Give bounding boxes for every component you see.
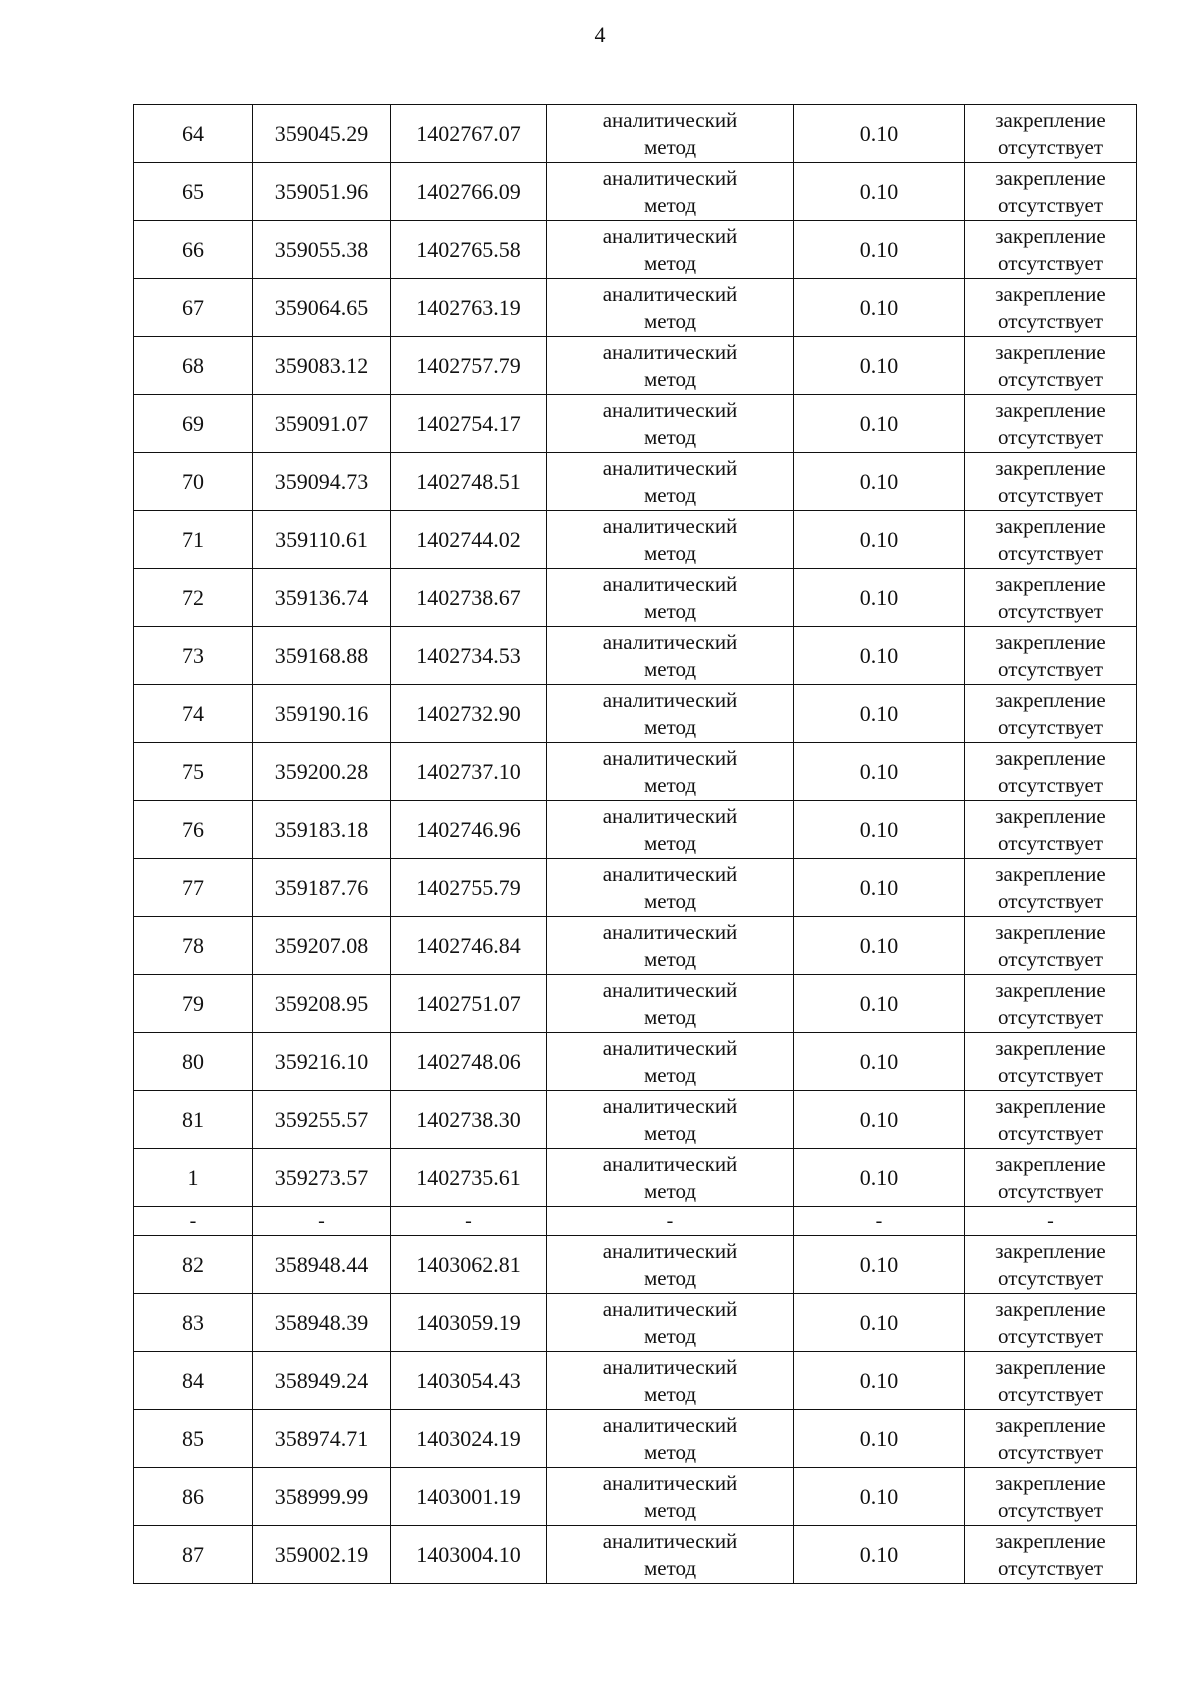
method-cell xyxy=(547,1149,794,1207)
method-line: метод xyxy=(643,656,697,681)
fixing-cell xyxy=(965,1468,1137,1526)
precision-cell: 0.10 xyxy=(794,163,965,221)
table-row xyxy=(134,1091,1137,1149)
x-coordinate-cell: 359255.57 xyxy=(253,1091,391,1149)
point-number-cell: 78 xyxy=(134,917,253,975)
fixing-line: закрепление xyxy=(995,513,1106,538)
table-row xyxy=(134,1033,1137,1091)
y-coordinate-cell: 1402767.07 xyxy=(391,105,547,163)
method-cell xyxy=(547,627,794,685)
fixing-line: отсутствует xyxy=(997,772,1104,797)
point-number-cell: 79 xyxy=(134,975,253,1033)
method-cell xyxy=(547,163,794,221)
method-line: метод xyxy=(643,192,697,217)
fixing-line: закрепление xyxy=(995,397,1106,422)
method-line: метод xyxy=(643,540,697,565)
fixing-line: отсутствует xyxy=(997,1062,1104,1087)
y-coordinate-cell: 1402734.53 xyxy=(391,627,547,685)
table-row xyxy=(134,743,1137,801)
method-line: аналитический xyxy=(602,977,738,1002)
precision-cell: 0.10 xyxy=(794,1033,965,1091)
table-row xyxy=(134,627,1137,685)
method-line: метод xyxy=(643,1004,697,1029)
fixing-line: отсутствует xyxy=(997,1004,1104,1029)
x-coordinate-cell: 359110.61 xyxy=(253,511,391,569)
coordinates-table xyxy=(133,104,1137,1584)
fixing-line: отсутствует xyxy=(997,888,1104,913)
y-coordinate-cell: 1403004.10 xyxy=(391,1526,547,1584)
fixing-cell xyxy=(965,1091,1137,1149)
point-number-cell: 68 xyxy=(134,337,253,395)
x-coordinate-cell: 359064.65 xyxy=(253,279,391,337)
fixing-cell xyxy=(965,801,1137,859)
fixing-cell xyxy=(965,627,1137,685)
fixing-cell xyxy=(965,221,1137,279)
point-number-cell: 1 xyxy=(134,1149,253,1207)
table-row xyxy=(134,1236,1137,1294)
precision-cell: 0.10 xyxy=(794,685,965,743)
fixing-cell xyxy=(965,453,1137,511)
method-cell xyxy=(547,569,794,627)
point-number-cell: 69 xyxy=(134,395,253,453)
x-coordinate-cell: 359055.38 xyxy=(253,221,391,279)
table-row xyxy=(134,1410,1137,1468)
method-line: аналитический xyxy=(602,513,738,538)
method-cell xyxy=(547,1352,794,1410)
precision-cell: 0.10 xyxy=(794,453,965,511)
method-line: аналитический xyxy=(602,571,738,596)
x-coordinate-cell: 359208.95 xyxy=(253,975,391,1033)
precision-cell: 0.10 xyxy=(794,221,965,279)
fixing-line: отсутствует xyxy=(997,366,1104,391)
precision-cell: 0.10 xyxy=(794,1091,965,1149)
method-line: метод xyxy=(643,366,697,391)
precision-cell: 0.10 xyxy=(794,279,965,337)
fixing-cell xyxy=(965,511,1137,569)
table-row xyxy=(134,395,1137,453)
table-row xyxy=(134,569,1137,627)
method-cell xyxy=(547,221,794,279)
fixing-cell xyxy=(965,105,1137,163)
precision-cell: 0.10 xyxy=(794,105,965,163)
y-coordinate-cell: 1403001.19 xyxy=(391,1468,547,1526)
precision-cell: 0.10 xyxy=(794,569,965,627)
method-line: метод xyxy=(643,1381,697,1406)
y-coordinate-cell: 1402748.51 xyxy=(391,453,547,511)
method-cell xyxy=(547,105,794,163)
method-cell xyxy=(547,279,794,337)
point-number-cell: 72 xyxy=(134,569,253,627)
method-line: метод xyxy=(643,134,697,159)
precision-cell: 0.10 xyxy=(794,975,965,1033)
table-row xyxy=(134,453,1137,511)
method-cell xyxy=(547,395,794,453)
precision-cell: 0.10 xyxy=(794,743,965,801)
fixing-line: закрепление xyxy=(995,977,1106,1002)
y-coordinate-cell: 1402751.07 xyxy=(391,975,547,1033)
table-row xyxy=(134,1468,1137,1526)
method-line: аналитический xyxy=(602,1470,738,1495)
method-line: метод xyxy=(643,1265,697,1290)
fixing-cell xyxy=(965,337,1137,395)
fixing-line: отсутствует xyxy=(997,656,1104,681)
method-cell xyxy=(547,453,794,511)
method-line: аналитический xyxy=(602,1151,738,1176)
x-coordinate-cell: 359273.57 xyxy=(253,1149,391,1207)
method-line: метод xyxy=(643,772,697,797)
fixing-line: закрепление xyxy=(995,1296,1106,1321)
x-coordinate-cell: 359216.10 xyxy=(253,1033,391,1091)
fixing-line: закрепление xyxy=(995,281,1106,306)
method-cell xyxy=(547,1468,794,1526)
x-coordinate-cell: 359051.96 xyxy=(253,163,391,221)
fixing-cell xyxy=(965,163,1137,221)
precision-cell: 0.10 xyxy=(794,1526,965,1584)
fixing-cell xyxy=(965,1410,1137,1468)
table-row xyxy=(134,1526,1137,1584)
x-coordinate-cell: 359094.73 xyxy=(253,453,391,511)
fixing-cell xyxy=(965,975,1137,1033)
fixing-cell xyxy=(965,1236,1137,1294)
x-coordinate-cell: 358974.71 xyxy=(253,1410,391,1468)
y-coordinate-cell: 1402744.02 xyxy=(391,511,547,569)
precision-cell: 0.10 xyxy=(794,801,965,859)
method-cell xyxy=(547,975,794,1033)
separator-cell: - xyxy=(794,1207,965,1236)
fixing-line: отсутствует xyxy=(997,192,1104,217)
method-cell xyxy=(547,1236,794,1294)
fixing-line: закрепление xyxy=(995,339,1106,364)
method-line: аналитический xyxy=(602,281,738,306)
method-line: метод xyxy=(643,598,697,623)
y-coordinate-cell: 1402763.19 xyxy=(391,279,547,337)
method-line: аналитический xyxy=(602,919,738,944)
method-cell xyxy=(547,1526,794,1584)
y-coordinate-cell: 1402766.09 xyxy=(391,163,547,221)
x-coordinate-cell: 358999.99 xyxy=(253,1468,391,1526)
method-line: аналитический xyxy=(602,455,738,480)
x-coordinate-cell: 359183.18 xyxy=(253,801,391,859)
fixing-line: закрепление xyxy=(995,455,1106,480)
fixing-cell xyxy=(965,917,1137,975)
table-row xyxy=(134,685,1137,743)
y-coordinate-cell: 1402738.30 xyxy=(391,1091,547,1149)
method-cell xyxy=(547,1033,794,1091)
method-line: аналитический xyxy=(602,1528,738,1553)
fixing-line: закрепление xyxy=(995,803,1106,828)
fixing-line: отсутствует xyxy=(997,946,1104,971)
y-coordinate-cell: 1402732.90 xyxy=(391,685,547,743)
method-line: аналитический xyxy=(602,1035,738,1060)
fixing-line: отсутствует xyxy=(997,1265,1104,1290)
fixing-line: закрепление xyxy=(995,1093,1106,1118)
y-coordinate-cell: 1402765.58 xyxy=(391,221,547,279)
fixing-cell xyxy=(965,743,1137,801)
fixing-line: отсутствует xyxy=(997,308,1104,333)
y-coordinate-cell: 1402757.79 xyxy=(391,337,547,395)
fixing-line: отсутствует xyxy=(997,1323,1104,1348)
method-line: метод xyxy=(643,482,697,507)
method-cell xyxy=(547,859,794,917)
method-cell xyxy=(547,685,794,743)
coordinates-table-body xyxy=(134,105,1137,1584)
x-coordinate-cell: 359190.16 xyxy=(253,685,391,743)
fixing-cell xyxy=(965,1149,1137,1207)
table-row xyxy=(134,801,1137,859)
table-row xyxy=(134,1294,1137,1352)
method-line: аналитический xyxy=(602,1412,738,1437)
fixing-line: закрепление xyxy=(995,629,1106,654)
method-line: аналитический xyxy=(602,1296,738,1321)
y-coordinate-cell: 1403062.81 xyxy=(391,1236,547,1294)
table-row xyxy=(134,105,1137,163)
table-row xyxy=(134,917,1137,975)
x-coordinate-cell: 359207.08 xyxy=(253,917,391,975)
precision-cell: 0.10 xyxy=(794,1410,965,1468)
fixing-cell xyxy=(965,1352,1137,1410)
point-number-cell: 65 xyxy=(134,163,253,221)
point-number-cell: 70 xyxy=(134,453,253,511)
method-line: аналитический xyxy=(602,339,738,364)
fixing-cell xyxy=(965,1033,1137,1091)
fixing-line: закрепление xyxy=(995,861,1106,886)
fixing-line: закрепление xyxy=(995,107,1106,132)
table-row xyxy=(134,337,1137,395)
point-number-cell: 73 xyxy=(134,627,253,685)
fixing-line: закрепление xyxy=(995,223,1106,248)
fixing-line: отсутствует xyxy=(997,714,1104,739)
method-line: метод xyxy=(643,424,697,449)
table-row xyxy=(134,859,1137,917)
separator-cell: - xyxy=(134,1207,253,1236)
point-number-cell: 86 xyxy=(134,1468,253,1526)
separator-row xyxy=(134,1207,1137,1236)
fixing-line: отсутствует xyxy=(997,1381,1104,1406)
method-line: метод xyxy=(643,1497,697,1522)
y-coordinate-cell: 1402737.10 xyxy=(391,743,547,801)
separator-cell: - xyxy=(547,1207,794,1236)
method-cell xyxy=(547,917,794,975)
x-coordinate-cell: 359091.07 xyxy=(253,395,391,453)
x-coordinate-cell: 359136.74 xyxy=(253,569,391,627)
fixing-line: закрепление xyxy=(995,1412,1106,1437)
x-coordinate-cell: 359045.29 xyxy=(253,105,391,163)
method-line: метод xyxy=(643,946,697,971)
point-number-cell: 85 xyxy=(134,1410,253,1468)
method-line: аналитический xyxy=(602,397,738,422)
fixing-line: закрепление xyxy=(995,919,1106,944)
precision-cell: 0.10 xyxy=(794,1294,965,1352)
fixing-line: закрепление xyxy=(995,1151,1106,1176)
table-row xyxy=(134,1352,1137,1410)
method-line: аналитический xyxy=(602,223,738,248)
x-coordinate-cell: 358948.39 xyxy=(253,1294,391,1352)
method-line: аналитический xyxy=(602,1238,738,1263)
method-line: метод xyxy=(643,830,697,855)
method-cell xyxy=(547,1410,794,1468)
point-number-cell: 80 xyxy=(134,1033,253,1091)
point-number-cell: 87 xyxy=(134,1526,253,1584)
table-row xyxy=(134,1149,1137,1207)
fixing-line: закрепление xyxy=(995,1238,1106,1263)
fixing-cell xyxy=(965,395,1137,453)
point-number-cell: 84 xyxy=(134,1352,253,1410)
method-line: аналитический xyxy=(602,1093,738,1118)
table-row xyxy=(134,279,1137,337)
method-line: метод xyxy=(643,308,697,333)
precision-cell: 0.10 xyxy=(794,917,965,975)
point-number-cell: 71 xyxy=(134,511,253,569)
fixing-cell xyxy=(965,859,1137,917)
method-line: аналитический xyxy=(602,107,738,132)
table-row xyxy=(134,975,1137,1033)
method-line: аналитический xyxy=(602,629,738,654)
fixing-cell xyxy=(965,279,1137,337)
point-number-cell: 77 xyxy=(134,859,253,917)
method-cell xyxy=(547,511,794,569)
fixing-line: закрепление xyxy=(995,1528,1106,1553)
fixing-cell xyxy=(965,685,1137,743)
method-line: аналитический xyxy=(602,803,738,828)
fixing-line: отсутствует xyxy=(997,1555,1104,1580)
x-coordinate-cell: 359168.88 xyxy=(253,627,391,685)
method-line: метод xyxy=(643,714,697,739)
method-cell xyxy=(547,1091,794,1149)
point-number-cell: 83 xyxy=(134,1294,253,1352)
method-line: аналитический xyxy=(602,165,738,190)
fixing-line: закрепление xyxy=(995,745,1106,770)
point-number-cell: 64 xyxy=(134,105,253,163)
fixing-line: отсутствует xyxy=(997,1120,1104,1145)
fixing-line: закрепление xyxy=(995,1354,1106,1379)
fixing-cell xyxy=(965,1526,1137,1584)
y-coordinate-cell: 1403059.19 xyxy=(391,1294,547,1352)
fixing-line: отсутствует xyxy=(997,424,1104,449)
x-coordinate-cell: 358948.44 xyxy=(253,1236,391,1294)
fixing-line: закрепление xyxy=(995,1035,1106,1060)
fixing-line: отсутствует xyxy=(997,1439,1104,1464)
y-coordinate-cell: 1402755.79 xyxy=(391,859,547,917)
y-coordinate-cell: 1402746.84 xyxy=(391,917,547,975)
table-row xyxy=(134,221,1137,279)
precision-cell: 0.10 xyxy=(794,511,965,569)
separator-cell: - xyxy=(965,1207,1137,1236)
fixing-line: отсутствует xyxy=(997,134,1104,159)
fixing-line: отсутствует xyxy=(997,250,1104,275)
method-cell xyxy=(547,801,794,859)
fixing-line: отсутствует xyxy=(997,1497,1104,1522)
method-cell xyxy=(547,1294,794,1352)
precision-cell: 0.10 xyxy=(794,1236,965,1294)
y-coordinate-cell: 1403054.43 xyxy=(391,1352,547,1410)
method-cell xyxy=(547,337,794,395)
y-coordinate-cell: 1402738.67 xyxy=(391,569,547,627)
point-number-cell: 67 xyxy=(134,279,253,337)
fixing-line: закрепление xyxy=(995,1470,1106,1495)
x-coordinate-cell: 358949.24 xyxy=(253,1352,391,1410)
fixing-line: отсутствует xyxy=(997,830,1104,855)
point-number-cell: 74 xyxy=(134,685,253,743)
method-line: метод xyxy=(643,1178,697,1203)
fixing-line: закрепление xyxy=(995,571,1106,596)
x-coordinate-cell: 359083.12 xyxy=(253,337,391,395)
method-line: аналитический xyxy=(602,745,738,770)
table-row xyxy=(134,511,1137,569)
y-coordinate-cell: 1402735.61 xyxy=(391,1149,547,1207)
precision-cell: 0.10 xyxy=(794,337,965,395)
method-line: аналитический xyxy=(602,687,738,712)
x-coordinate-cell: 359187.76 xyxy=(253,859,391,917)
point-number-cell: 75 xyxy=(134,743,253,801)
fixing-line: отсутствует xyxy=(997,1178,1104,1203)
page-number: 4 xyxy=(594,22,606,47)
method-line: метод xyxy=(643,1439,697,1464)
point-number-cell: 76 xyxy=(134,801,253,859)
y-coordinate-cell: 1402746.96 xyxy=(391,801,547,859)
fixing-line: закрепление xyxy=(995,687,1106,712)
precision-cell: 0.10 xyxy=(794,1149,965,1207)
method-line: метод xyxy=(643,1120,697,1145)
precision-cell: 0.10 xyxy=(794,395,965,453)
precision-cell: 0.10 xyxy=(794,859,965,917)
point-number-cell: 66 xyxy=(134,221,253,279)
precision-cell: 0.10 xyxy=(794,1352,965,1410)
precision-cell: 0.10 xyxy=(794,627,965,685)
fixing-line: отсутствует xyxy=(997,482,1104,507)
y-coordinate-cell: 1402754.17 xyxy=(391,395,547,453)
separator-cell: - xyxy=(253,1207,391,1236)
method-line: метод xyxy=(643,1062,697,1087)
fixing-line: отсутствует xyxy=(997,540,1104,565)
precision-cell: 0.10 xyxy=(794,1468,965,1526)
y-coordinate-cell: 1402748.06 xyxy=(391,1033,547,1091)
point-number-cell: 81 xyxy=(134,1091,253,1149)
fixing-line: отсутствует xyxy=(997,598,1104,623)
method-cell xyxy=(547,743,794,801)
fixing-cell xyxy=(965,569,1137,627)
separator-cell: - xyxy=(391,1207,547,1236)
x-coordinate-cell: 359002.19 xyxy=(253,1526,391,1584)
method-line: метод xyxy=(643,1555,697,1580)
method-line: метод xyxy=(643,1323,697,1348)
fixing-line: закрепление xyxy=(995,165,1106,190)
table-row xyxy=(134,163,1137,221)
method-line: метод xyxy=(643,888,697,913)
method-line: аналитический xyxy=(602,1354,738,1379)
fixing-cell xyxy=(965,1294,1137,1352)
method-line: аналитический xyxy=(602,861,738,886)
y-coordinate-cell: 1403024.19 xyxy=(391,1410,547,1468)
x-coordinate-cell: 359200.28 xyxy=(253,743,391,801)
point-number-cell: 82 xyxy=(134,1236,253,1294)
method-line: метод xyxy=(643,250,697,275)
